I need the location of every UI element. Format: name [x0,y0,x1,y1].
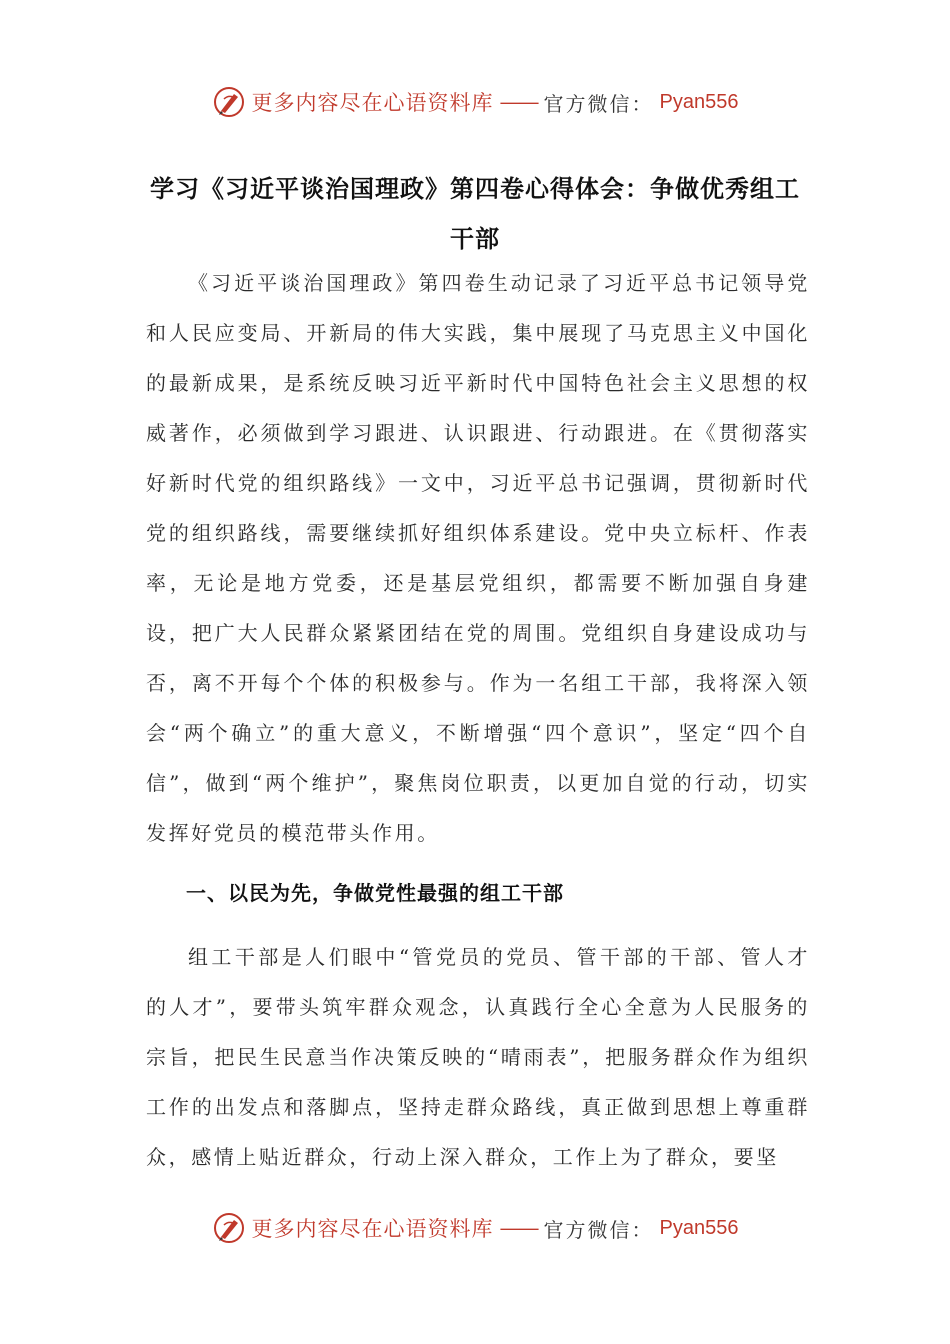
wechat-id: Pyan556 [659,90,739,113]
banner-separator: —— [499,90,538,114]
brand-text: 更多内容尽在心语资料库 [251,1217,494,1241]
intro-paragraph: 《习近平谈治国理政》第四卷生动记录了习近平总书记领导党和人民应变局、开新局的伟大实践，集中展现了马克思主义中国化的最新成果，是系统反映习近平新时代中国特色社会主义思想的权威著作，必须做到学习跟进、认识跟进、行动跟进。在《贯彻落实好新时代党的组织路线》一文中，习近平总书记强调，贯彻新时代党的组织路线，需要继续抓好组织体系建设。党中央立标杆、作表率，无论是地方党委，还是基层党组织，都需要不断加强自身建设，把广大人民群众紧紧团结在党的周围。党组织自身建设成功与否，离不开每个个体的积极参与。作为一名组工干部，我将深入领会“两个确立”的重大意义，不断增强“四个意识”，坚定“四个自信”，做到“两个维护”，聚焦岗位职责，以更加自觉的行动，切实发挥好党员的模范带头作用。 [146,271,810,845]
pen-logo-icon [212,1211,246,1245]
pen-logo-icon [212,85,246,119]
wechat-label: 官方微信： [543,1217,654,1242]
footer-watermark-banner [0,1206,950,1250]
banner-separator: —— [499,1216,538,1240]
document-title: 学习《习近平谈治国理政》第四卷心得体会：争做优秀组工干部 [150,175,800,254]
section-heading: 一、以民为先，争做党性最强的组工干部 [186,881,564,905]
section-paragraph: 组工干部是人们眼中“管党员的党员、管干部的干部、管人才的人才”，要带头筑牢群众观念，认真践行全心全意为人民服务的宗旨，把民生民意当作决策反映的“晴雨表”，把服务群众作为组织工作的出发点和落脚点，坚持走群众路线，真正做到思想上尊重群众，感情上贴近群众，行动上深入群众，工作上为了群众，要坚 [146,945,810,1169]
header-watermark-banner [0,80,950,124]
brand-text: 更多内容尽在心语资料库 [251,91,494,115]
wechat-id: Pyan556 [659,1216,739,1239]
wechat-label: 官方微信： [543,91,654,116]
